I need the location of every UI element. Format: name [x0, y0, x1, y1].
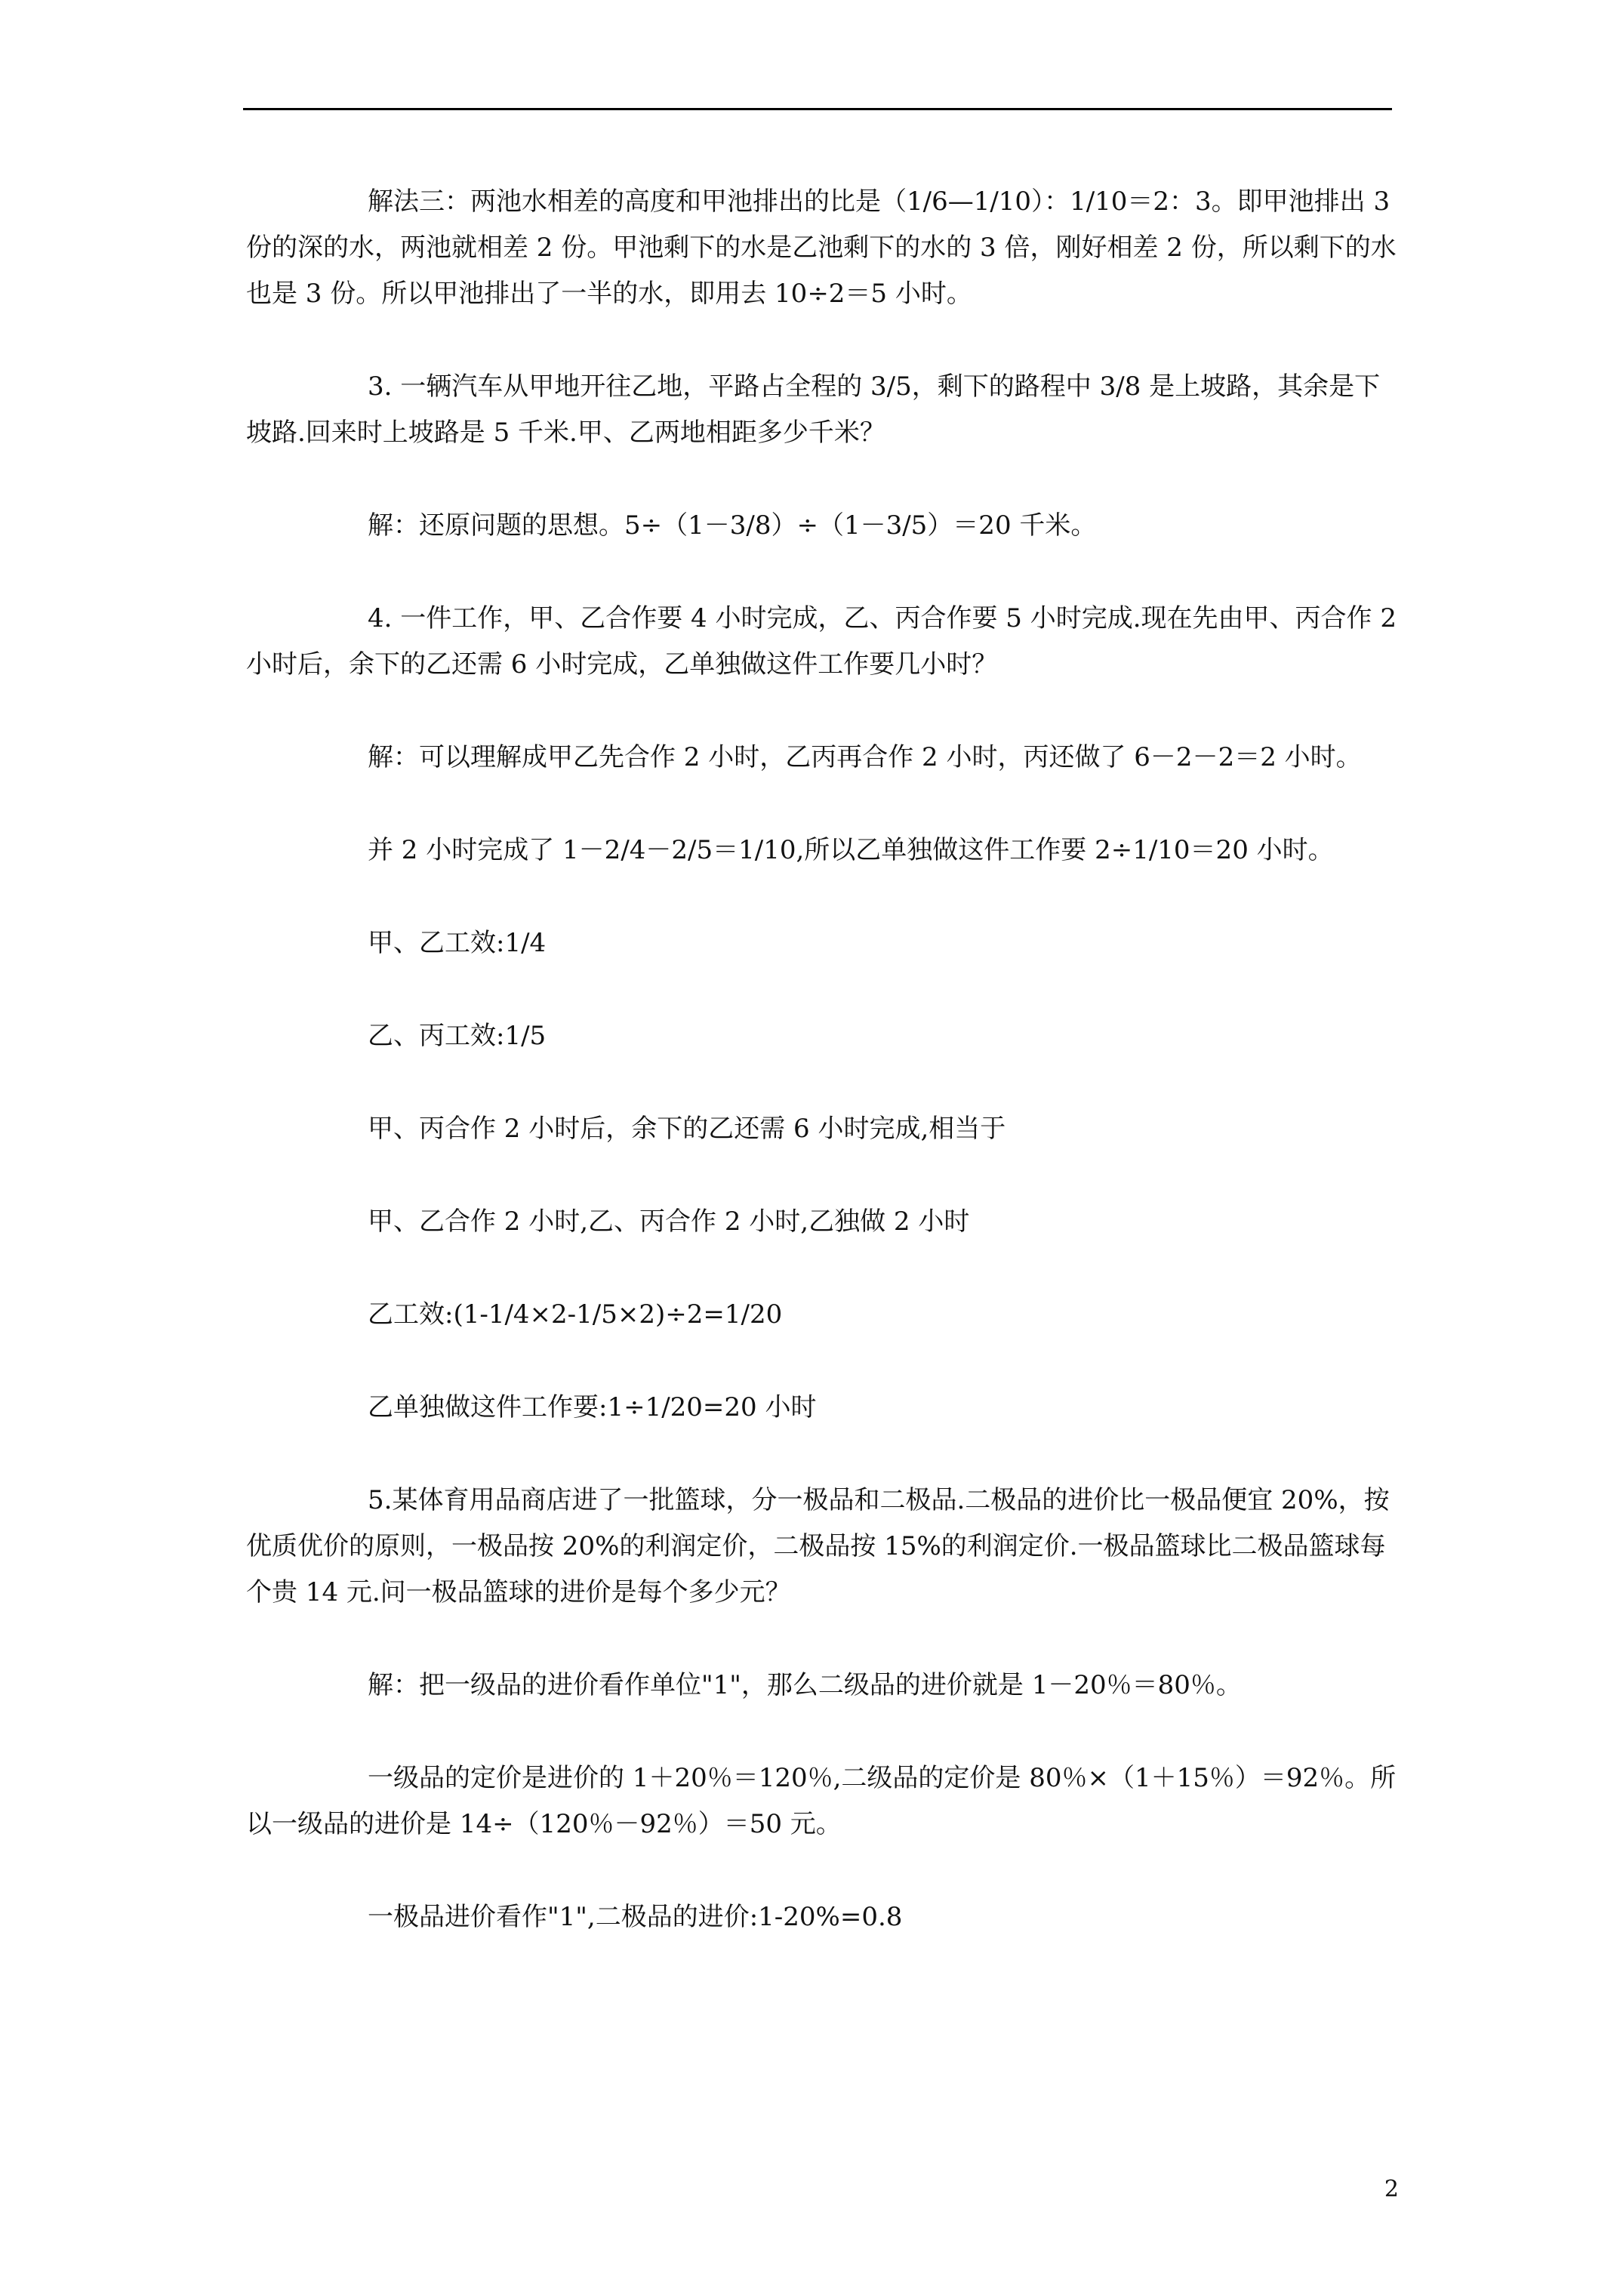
paragraph-equivalent: 甲、丙合作 2 小时后，余下的乙还需 6 小时完成,相当于 [368, 1114, 1006, 1144]
paragraph-answer-4: 解：可以理解成甲乙先合作 2 小时，乙丙再合作 2 小时，丙还做了 6－2－2＝2 小时。 [368, 742, 1362, 772]
paragraph-efficiency-ab: 甲、乙工效:1/4 [368, 928, 547, 958]
paragraph-question-4: 4. 一件工作，甲、乙合作要 4 小时完成，乙、丙合作要 5 小时完成.现在先由甲、丙合作 2 小时后，余下的乙还需 6 小时完成，乙单独做这件工作要几小时？ [246, 603, 1397, 680]
paragraph-answer-5-alt: 一极品进价看作"1",二极品的进价:1-20%=0.8 [368, 1902, 903, 1932]
paragraph-equivalent-detail: 甲、乙合作 2 小时,乙、丙合作 2 小时,乙独做 2 小时 [368, 1207, 970, 1237]
paragraph-answer-3: 解：还原问题的思想。5÷（1－3/8）÷（1－3/5）＝20 千米。 [368, 510, 1097, 541]
paragraph-question-5: 5.某体育用品商店进了一批篮球，分一极品和二极品.二极品的进价比一极品便宜 20%，按优质优价的原则，一极品按 20%的利润定价，二极品按 15%的利润定价.一极品篮球比二极品篮球每个贵 14 元.问一极品篮球的进价是每个多少元？ [246, 1485, 1390, 1607]
paragraph-answer-5: 解：把一级品的进价看作单位"1"，那么二级品的进价就是 1－20％＝80％。 [368, 1670, 1242, 1700]
paragraph-efficiency-bc: 乙、丙工效:1/5 [368, 1021, 547, 1051]
paragraph-answer-4-continued: 并 2 小时完成了 1－2/4－2/5＝1/10,所以乙单独做这件工作要 2÷1/10＝20 小时。 [368, 835, 1334, 865]
paragraph-question-3: 3. 一辆汽车从甲地开往乙地，平路占全程的 3/5，剩下的路程中 3/8 是上坡路，其余是下坡路.回来时上坡路是 5 千米.甲、乙两地相距多少千米？ [246, 371, 1381, 448]
paragraph-answer-5-continued: 一级品的定价是进价的 1＋20％＝120％,二级品的定价是 80％×（1＋15％）＝92％。所以一级品的进价是 14÷（120％－92％）＝50 元。 [246, 1763, 1397, 1839]
document-body [246, 179, 1401, 1940]
paragraph-b-alone: 乙单独做这件工作要:1÷1/20=20 小时 [368, 1392, 817, 1422]
page-number: 2 [1384, 2176, 1399, 2202]
paragraph-solution-3: 解法三：两池水相差的高度和甲池排出的比是（1/6—1/10）：1/10＝2：3。即甲池排出 3 份的深的水，两池就相差 2 份。甲池剩下的水是乙池剩下的水的 3 倍，刚好相差 2 份，所以剩下的水也是 3 份。所以甲池排出了一半的水，即用去 10÷2＝5 小时。 [246, 186, 1397, 309]
paragraph-b-efficiency: 乙工效:(1-1/4×2-1/5×2)÷2=1/20 [368, 1299, 783, 1330]
header-rule [243, 108, 1392, 110]
